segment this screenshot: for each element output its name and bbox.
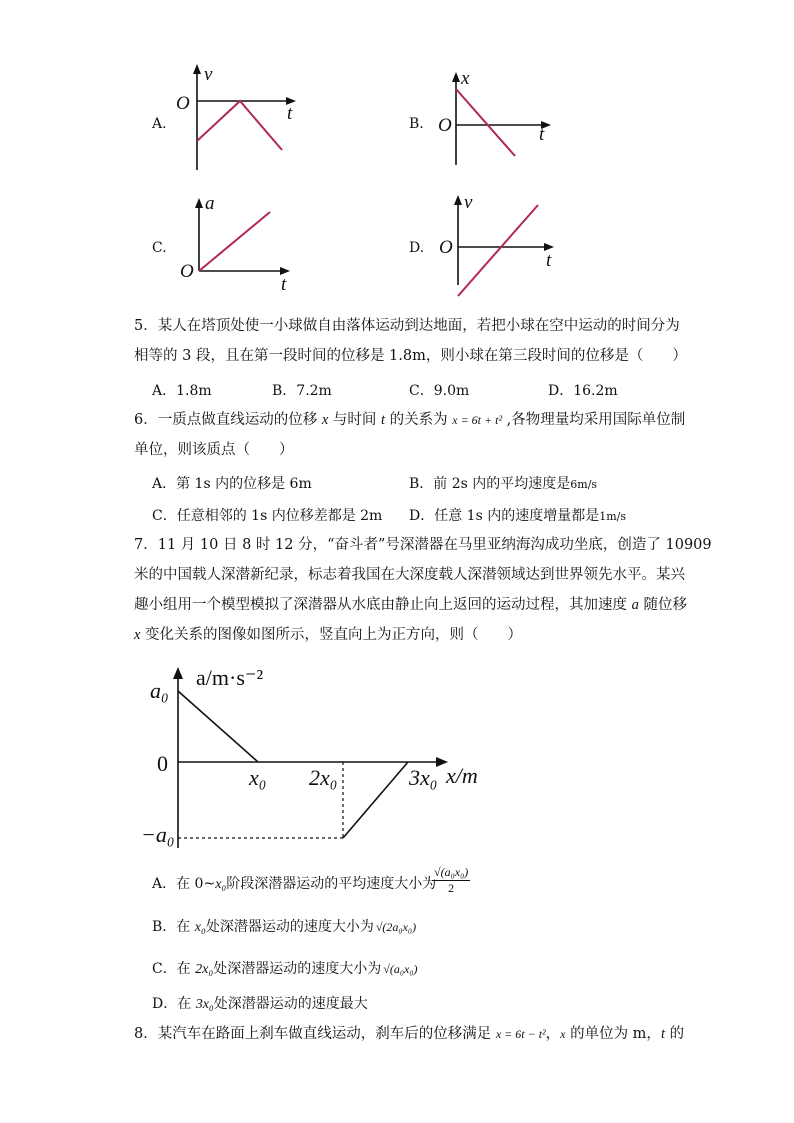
q7-var-a: a [631,597,639,613]
q7-option-d-var: 3x₀ [195,997,214,1012]
q7-option-d-text: D．在 [152,996,196,1012]
q7-graph-3x0: 3x₀ [409,765,438,790]
q7-option-a-numerator: √(a₀x₀) [434,865,469,879]
q6-text: 与时间 [328,412,381,428]
q6-option-a: A．第 1s 内的位移是 6m [152,476,312,492]
q6-option-c: C．任意相邻的 1s 内位移差都是 2m [152,508,383,524]
q7-option-a-var: x₀ [215,877,227,892]
q7-option-b-text: B．在 [152,919,195,935]
q5-option-c: C．9.0m [409,383,470,399]
graph-b-origin: O [438,115,452,136]
q7-text: 趣小组用一个模型模拟了深潜器从水底由静止向上返回的运动过程，其加速度 [134,597,632,613]
graph-c-yaxis-label: a [205,193,215,214]
q8-text: 的 [664,1026,685,1042]
q7-graph-xaxis-label: x/m [446,763,478,788]
graph-b-yaxis-label: x [461,68,470,89]
q7-option-b-value: √(2a₀x₀) [375,920,417,934]
graph-a-xaxis-label: t [287,103,293,124]
q8-text: 8．某汽车在路面上刹车做直线运动，刹车后的位移满足 [134,1026,496,1042]
q5-line1: 5．某人在塔顶处使一小球做自由落体运动到达地面，若把小球在空中运动的时间分为 [134,318,680,334]
q7-option-c [152,958,418,978]
q6-option-b-text: B．前 2s 内的平均速度是 [409,476,571,492]
q6-option-b-unit: 6m/s [570,478,598,491]
q7-option-b-text: 处深潜器运动的速度大小为 [205,919,374,935]
q7-text: 随位移 [638,597,687,613]
q7-option-c-text: C．在 [152,961,196,977]
option-b-letter: B. [409,116,424,132]
q7-graph-a0: a₀ [150,678,169,703]
q7-graph-yaxis-label: a/m·s⁻² [196,665,264,690]
q6-formula: x = 6t + t² [452,413,503,427]
q7-option-b-var: x₀ [194,920,206,935]
graph-a-yaxis-label: v [204,64,213,85]
q8-text: ， [545,1026,561,1042]
option-d-letter: D. [409,240,425,256]
q7-graph-zero: 0 [157,751,168,776]
q7-option-c-text: 处深潜器运动的速度大小为 [213,961,382,977]
q8-text: 的单位为 m， [565,1026,661,1042]
q6-text: 的关系为 [385,412,453,428]
option-c-letter: C. [152,240,167,256]
graph-b-xaxis-label: t [539,124,545,145]
q6-line2: 单位，则该质点（ ） [134,442,294,458]
q7-line1: 7．11 月 10 日 8 时 12 分，“奋斗者”号深潜器在马里亚纳海沟成功坐底，创造了 10909 [134,537,712,553]
q7-option-c-var: 2x₀ [195,962,214,977]
q7-option-a-text: 阶段深潜器运动的平均速度大小为 [226,876,437,892]
q7-option-a [152,873,436,893]
q7-text: 变化关系的图像如图所示，竖直向上为正方向，则（ ） [140,627,523,643]
q6-var-x: x [321,412,329,428]
q5-option-b: B．7.2m [272,383,332,399]
q8-formula: x = 6t − t² [495,1027,546,1041]
q7-graph-x0: x₀ [249,765,267,790]
q7-option-a-text: A．在 0~ [152,876,216,892]
q7-graph-neg-a0: −a₀ [141,822,175,847]
q6-option-d-text: D．任意 1s 内的速度增量都是 [409,508,600,524]
q8-var-x: x [560,1027,566,1041]
q8-line1 [134,1025,684,1043]
q7-option-c-value: √(a₀x₀) [383,962,418,976]
q5-option-a: A．1.8m [152,383,212,399]
graph-c-origin: O [180,261,194,282]
q7-var-x: x [134,627,141,643]
graph-c-xaxis-label: t [281,274,287,295]
q6-var-t: t [381,412,386,428]
q7-option-b [152,916,416,936]
q7-option-a-denominator: 2 [448,881,455,895]
graph-a-origin: O [176,93,190,114]
option-a-letter: A. [152,116,167,132]
q7-option-d-text: 处深潜器运动的速度最大 [213,996,368,1012]
q5-option-d: D．16.2m [548,383,618,399]
graph-d-origin: O [439,237,453,258]
q6-option-d-unit: 1m/s [599,510,626,523]
q7-line2: 米的中国载人深潜新纪录，标志着我国在大深度载人深潜领域达到世界领先水平。某兴 [134,567,685,583]
graph-d-xaxis-label: t [546,250,552,271]
q8-var-t: t [660,1026,665,1042]
q6-text: 6．一质点做直线运动的位移 [134,412,322,428]
q6-text: ,各物理量均采用国际单位制 [502,412,686,428]
q7-option-d [152,993,368,1013]
q7-option-a-fraction [432,865,470,896]
q7-graph-2x0: 2x₀ [309,765,338,790]
graph-d-yaxis-label: v [464,192,473,213]
q5-line2: 相等的 3 段，且在第一段时间的位移是 1.8m，则小球在第三段时间的位移是（ ） [134,348,687,364]
